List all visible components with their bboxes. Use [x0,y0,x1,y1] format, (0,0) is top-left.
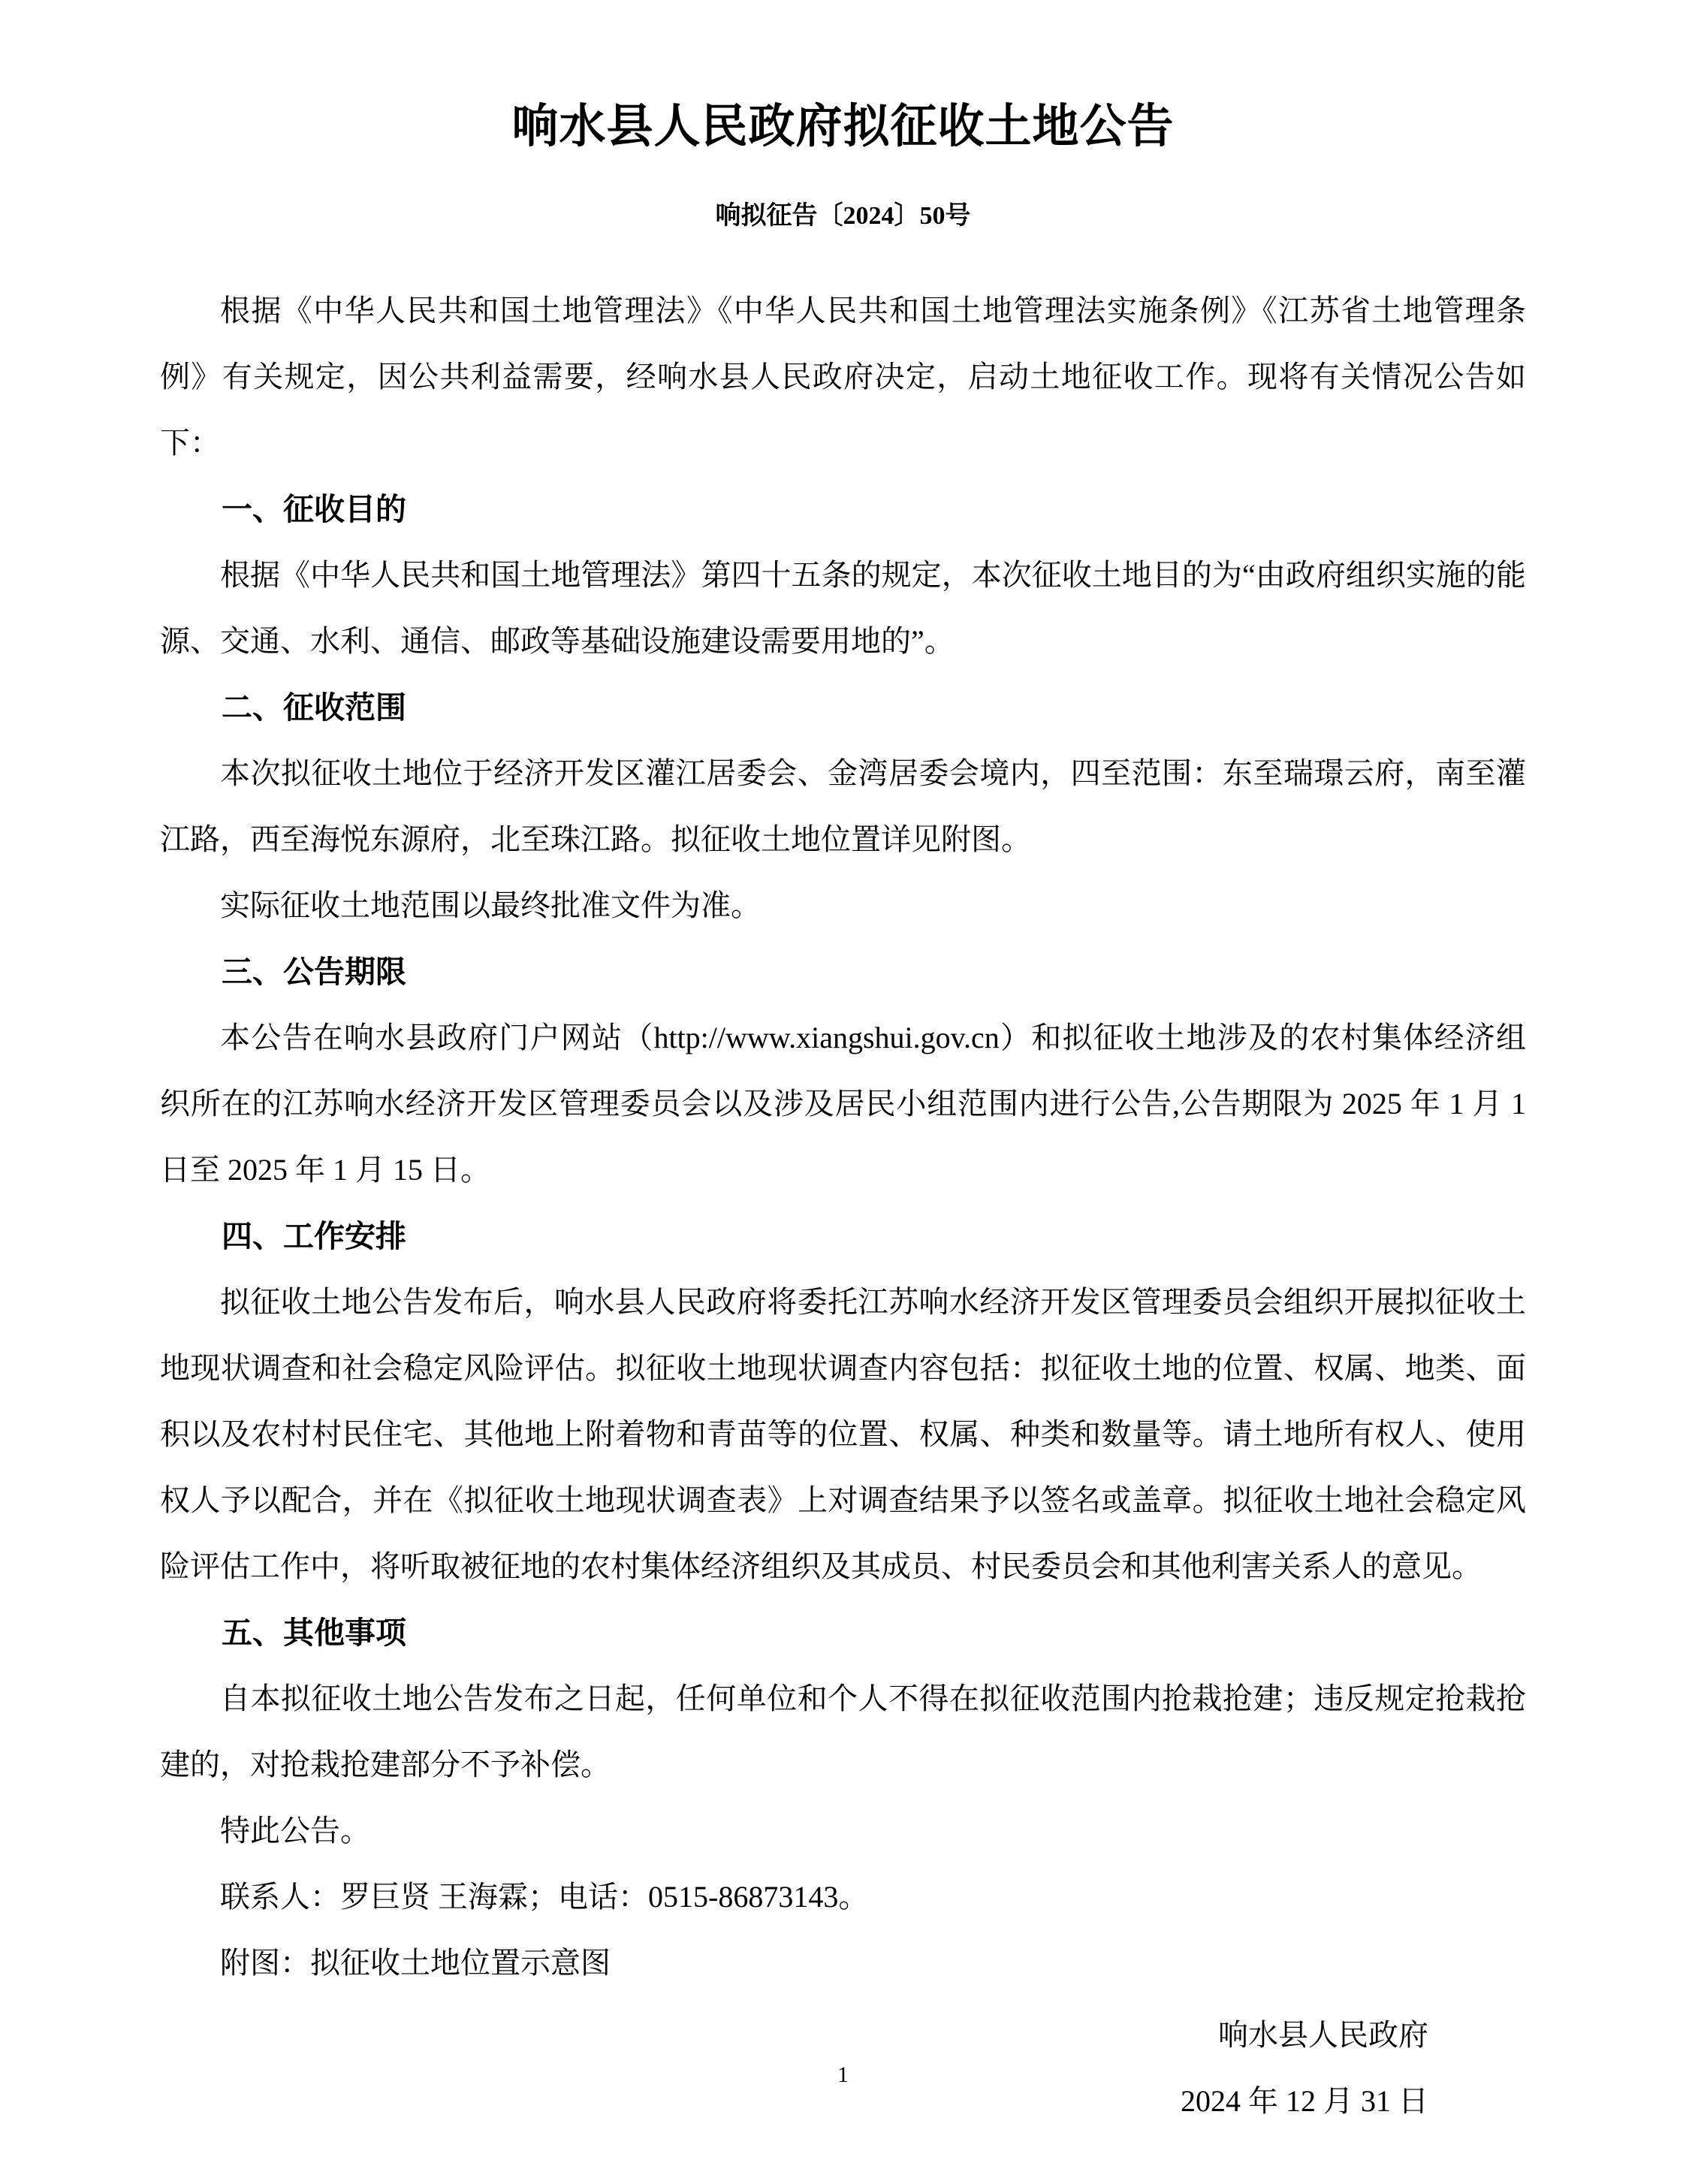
section-heading-other: 五、其他事项 [222,1615,406,1650]
closing-declaration: 特此公告。 [220,1814,370,1848]
section-other-paragraph: 自本拟征收土地公告发布之日起，任何单位和个人不得在拟征收范围内抢栽抢建；违反规定抢栽抢建的，对抢栽抢建部分不予补偿。 [160,1682,1526,1781]
document-title: 响水县人民政府拟征收土地公告 [511,101,1175,152]
section-heading-purpose: 一、征收目的 [222,492,406,526]
signature-issuer: 响水县人民政府 [1218,2018,1428,2052]
page-number: 1 [837,2062,849,2087]
attachment-line: 附图：拟征收土地位置示意图 [220,1946,611,1980]
intro-paragraph: 根据《中华人民共和国土地管理法》《中华人民共和国土地管理法实施条例》《江苏省土地管理条例》有关规定，因公共利益需要，经响水县人民政府决定，启动土地征收工作。现将有关情况公告如下： [160,294,1526,460]
document-number: 响拟征告〔2024〕50号 [715,202,971,230]
contact-line: 联系人：罗巨贤 王海霖；电话：0515-86873143。 [220,1880,869,1914]
section-purpose-paragraph: 根据《中华人民共和国土地管理法》第四十五条的规定，本次征收土地目的为“由政府组织实施的能源、交通、水利、通信、邮政等基础设施建设需要用地的”。 [160,558,1526,658]
section-work-plan-paragraph: 拟征收土地公告发布后，响水县人民政府将委托江苏响水经济开发区管理委员会组织开展拟征收土地现状调查和社会稳定风险评估。拟征收土地现状调查内容包括：拟征收土地的位置、权属、地类、面积以及农村村民住宅、其他地上附着物和青苗等的位置、权属、种类和数量等。请土地所有权人、使用权人予以配合，并在《拟征收土地现状调查表》上对调查结果予以签名或盖章。拟征收土地社会稳定风险评估工作中，将听取被征地的农村集体经济组织及其成员、村民委员会和其他利害关系人的意见。 [160,1285,1526,1583]
section-period-paragraph: 本公告在响水县政府门户网站（http://www.xiangshui.gov.cn）和拟征收土地涉及的农村集体经济组织所在的江苏响水经济开发区管理委员会以及涉及居民小组范围内进行公告,公告期限为 2025 年 1 月 1 日至 2025 年 1 月 15 日。 [160,1021,1526,1187]
section-heading-scope: 二、征收范围 [222,690,406,725]
signature-date: 2024 年 12 月 31 日 [1181,2084,1428,2118]
section-heading-work-plan: 四、工作安排 [222,1219,406,1253]
section-heading-period: 三、公告期限 [222,955,406,989]
section-scope-paragraph-1: 本次拟征收土地位于经济开发区灌江居委会、金湾居委会境内，四至范围：东至瑞璟云府，南至灌江路，西至海悦东源府，北至珠江路。拟征收土地位置详见附图。 [160,756,1526,856]
section-scope-paragraph-2: 实际征收土地范围以最终批准文件为准。 [220,888,761,922]
